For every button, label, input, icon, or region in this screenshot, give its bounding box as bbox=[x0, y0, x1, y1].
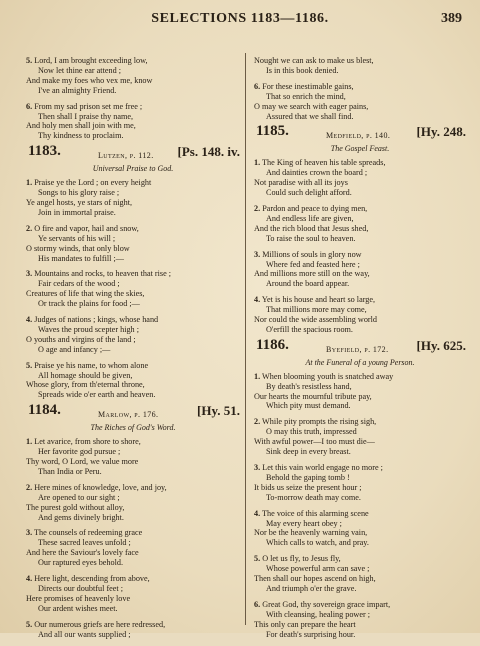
verse-line bbox=[26, 325, 240, 335]
verse-line bbox=[254, 493, 466, 503]
verse-text: Praise ye his name, to whom alone bbox=[34, 360, 149, 370]
verse-text: Her favorite god pursue ; bbox=[38, 447, 121, 457]
verse-line bbox=[26, 198, 240, 208]
stanza bbox=[254, 509, 466, 549]
verse-line bbox=[26, 528, 240, 538]
stanza-number: 4. bbox=[26, 315, 33, 325]
verse-text: Behold the gaping tomb ! bbox=[266, 472, 350, 482]
verse-line bbox=[254, 158, 466, 168]
verse-text: Then shall I praise thy name, bbox=[38, 111, 134, 121]
verse-text: Nor be the heavenly warning vain, bbox=[254, 528, 368, 538]
hymn-stanzas bbox=[26, 178, 240, 400]
verse-text: Nought we can ask to make us blest, bbox=[254, 56, 374, 65]
stanza bbox=[26, 574, 240, 614]
verse-line bbox=[254, 473, 466, 483]
verse-text: Sink deep in every breast. bbox=[266, 447, 351, 457]
verse-text: Whose glory, from th'eternal throne, bbox=[26, 380, 145, 390]
stanza bbox=[26, 269, 240, 309]
verse-line bbox=[254, 528, 466, 538]
verse-line bbox=[26, 178, 240, 188]
verse-line bbox=[26, 620, 240, 630]
verse-line bbox=[26, 604, 240, 614]
stanza-number: 5. bbox=[254, 554, 261, 564]
verse-text: Creatures of life that wing the skies, bbox=[26, 289, 145, 299]
verse-text: Fair cedars of the wood ; bbox=[38, 279, 120, 289]
verse-text: May every heart obey ; bbox=[266, 518, 342, 528]
verse-line bbox=[26, 483, 240, 493]
stanza bbox=[254, 600, 466, 640]
verse-line bbox=[254, 509, 466, 519]
hymn-1183 bbox=[26, 143, 240, 400]
verse-line bbox=[26, 390, 240, 400]
stanza-number: 1. bbox=[254, 371, 261, 381]
verse-text: Lord, I am brought exceeding low, bbox=[34, 56, 148, 65]
verse-line bbox=[26, 224, 240, 234]
verse-line bbox=[254, 295, 466, 305]
hymn-heading bbox=[26, 402, 240, 422]
stanza-number: 6. bbox=[26, 101, 33, 111]
stanza-number: 4. bbox=[26, 574, 33, 584]
verse-line bbox=[254, 392, 466, 402]
verse-line bbox=[26, 361, 240, 371]
verse-line bbox=[26, 335, 240, 345]
stanza-number: 3. bbox=[26, 269, 33, 279]
verse-text: Our raptured eyes behold. bbox=[38, 558, 124, 568]
stanza bbox=[254, 417, 466, 457]
verse-line bbox=[26, 594, 240, 604]
verse-text: O stormy winds, that only blow bbox=[26, 243, 130, 253]
verse-line bbox=[254, 112, 466, 122]
verse-line bbox=[254, 437, 466, 447]
verse-line bbox=[254, 204, 466, 214]
verse-line bbox=[26, 538, 240, 548]
verse-line bbox=[254, 519, 466, 529]
verse-text: And triumph o'er the grave. bbox=[266, 583, 357, 593]
verse-text: His mandates to fulfill ;— bbox=[38, 253, 124, 263]
stanza-number: 1. bbox=[26, 178, 33, 188]
tune-reference: Lutzen, p. 112. bbox=[98, 151, 154, 161]
verse-line bbox=[254, 447, 466, 457]
verse-line bbox=[26, 244, 240, 254]
verse-line bbox=[26, 457, 240, 467]
verse-line bbox=[26, 254, 240, 264]
stanza bbox=[254, 56, 466, 76]
verse-line bbox=[254, 483, 466, 493]
verse-line bbox=[26, 380, 240, 390]
verse-line bbox=[254, 92, 466, 102]
stanza-number: 5. bbox=[26, 56, 33, 65]
verse-line bbox=[26, 503, 240, 513]
verse-text: These sacred leaves unfold ; bbox=[38, 538, 131, 548]
verse-line bbox=[254, 620, 466, 630]
verse-line bbox=[254, 325, 466, 335]
stanza bbox=[26, 483, 240, 523]
verse-text: Praise ye the Lord ; on every height bbox=[34, 178, 152, 188]
hymn-number: 1183. bbox=[28, 143, 61, 160]
tune-reference: Byefield, p. 172. bbox=[326, 344, 389, 354]
verse-text: Whose powerful arm can save ; bbox=[266, 564, 370, 574]
verse-line bbox=[26, 493, 240, 503]
verse-line bbox=[26, 208, 240, 218]
verse-text: Could such delight afford. bbox=[266, 188, 352, 198]
verse-text: Join in immortal praise. bbox=[38, 207, 116, 217]
tune-reference: Medfield, p. 140. bbox=[326, 131, 391, 141]
hymn-reference: [Hy. 248. bbox=[416, 124, 466, 140]
verse-line bbox=[26, 467, 240, 477]
verse-line bbox=[26, 131, 240, 141]
stanza bbox=[254, 372, 466, 412]
column-divider bbox=[245, 53, 246, 625]
verse-line bbox=[26, 289, 240, 299]
verse-line bbox=[26, 269, 240, 279]
verse-text: And all our wants supplied ; bbox=[38, 629, 131, 639]
hymn-number: 1185. bbox=[256, 123, 289, 140]
verse-text: All homage should be given, bbox=[38, 370, 133, 380]
verse-text: And holy men shall join with me, bbox=[26, 121, 136, 131]
stanza-number: 1. bbox=[26, 437, 33, 447]
verse-line bbox=[254, 315, 466, 325]
verse-text: Yet is his house and heart so large, bbox=[261, 295, 376, 305]
verse-text: Or track the plains for food ;— bbox=[38, 299, 140, 309]
stanza-number: 2. bbox=[26, 482, 33, 492]
stanza bbox=[254, 204, 466, 244]
verse-line bbox=[254, 564, 466, 574]
verse-line bbox=[26, 121, 240, 131]
hymn-heading bbox=[26, 143, 240, 163]
verse-text: For death's surprising hour. bbox=[266, 629, 356, 639]
stanza-number: 3. bbox=[254, 249, 261, 259]
hymn-1184 bbox=[26, 402, 240, 639]
verse-line bbox=[254, 214, 466, 224]
stanza bbox=[26, 620, 240, 640]
verse-text: Now let thine ear attend ; bbox=[38, 65, 121, 75]
verse-text: That millions more may come, bbox=[266, 305, 367, 315]
verse-line bbox=[254, 234, 466, 244]
verse-line bbox=[26, 315, 240, 325]
verse-text: And dainties crown the board ; bbox=[266, 168, 368, 178]
verse-text: Where fed and feasted here ; bbox=[266, 259, 360, 269]
page-header bbox=[0, 9, 480, 29]
tune-reference: Marlow, p. 176. bbox=[98, 410, 159, 420]
verse-text: Which pity must demand. bbox=[266, 401, 351, 411]
stanza bbox=[254, 295, 466, 335]
verse-line bbox=[254, 260, 466, 270]
stanza-number: 5. bbox=[26, 619, 33, 629]
verse-line bbox=[254, 56, 466, 66]
verse-line bbox=[254, 401, 466, 411]
verse-text: Ye servants of his will ; bbox=[38, 233, 116, 243]
hymn-subtitle: The Riches of God's Word. bbox=[90, 423, 176, 433]
verse-line bbox=[26, 513, 240, 523]
hymn-1185 bbox=[254, 123, 466, 334]
verse-line bbox=[26, 558, 240, 568]
verse-text: Is in this book denied. bbox=[266, 65, 339, 75]
verse-text: The purest gold without alloy, bbox=[26, 502, 125, 512]
hymn-stanzas bbox=[254, 372, 466, 640]
verse-text: I've an almighty Friend. bbox=[38, 85, 117, 95]
verse-text: Here light, descending from above, bbox=[34, 574, 150, 584]
hymn-heading bbox=[254, 123, 466, 143]
verse-text: Here mines of knowledge, love, and joy, bbox=[34, 482, 167, 492]
stanza-number: 6. bbox=[254, 81, 261, 91]
hymn-stanzas bbox=[26, 437, 240, 639]
verse-line bbox=[254, 168, 466, 178]
verse-line bbox=[26, 102, 240, 112]
verse-text: Millions of souls in glory now bbox=[262, 249, 362, 259]
verse-line bbox=[26, 437, 240, 447]
verse-text: O youths and virgins of the land ; bbox=[26, 334, 136, 344]
verse-text: Let this vain world engage no more ; bbox=[262, 463, 383, 472]
verse-text: Than India or Peru. bbox=[38, 466, 102, 476]
verse-text: And gems divinely bright. bbox=[38, 512, 124, 522]
verse-text: Directs our doubtful feet ; bbox=[38, 583, 124, 593]
verse-line bbox=[26, 279, 240, 289]
verse-line bbox=[26, 66, 240, 76]
verse-line bbox=[26, 447, 240, 457]
running-title: SELECTIONS 1183—1186. bbox=[151, 11, 329, 26]
verse-line bbox=[254, 305, 466, 315]
verse-line bbox=[254, 279, 466, 289]
verse-text: To raise the soul to heaven. bbox=[266, 233, 356, 243]
hymn-subtitle: At the Funeral of a young Person. bbox=[305, 357, 415, 367]
verse-text: Thy word, O Lord, we value more bbox=[26, 457, 139, 466]
continued-hymn bbox=[26, 56, 240, 141]
verse-line bbox=[26, 574, 240, 584]
hymn-stanzas bbox=[254, 158, 466, 335]
verse-text: To-morrow death may come. bbox=[266, 492, 361, 502]
verse-text: Judges of nations ; kings, whose hand bbox=[34, 315, 159, 325]
verse-line bbox=[26, 112, 240, 122]
stanza-number: 2. bbox=[254, 417, 261, 427]
verse-text: Our ardent wishes meet. bbox=[38, 603, 118, 613]
stanza bbox=[26, 224, 240, 264]
verse-text: Around the board appear. bbox=[266, 279, 350, 289]
stanza bbox=[254, 463, 466, 503]
verse-text: The counsels of redeeming grace bbox=[34, 528, 143, 538]
verse-text: O'erfill the spacious room. bbox=[266, 324, 353, 334]
verse-text: From my sad prison set me free ; bbox=[34, 101, 143, 111]
verse-line bbox=[254, 554, 466, 564]
verse-text: Let avarice, from shore to shore, bbox=[34, 437, 141, 447]
stanza-number: 3. bbox=[254, 463, 261, 472]
verse-text: And endless life are given, bbox=[266, 213, 354, 223]
verse-line bbox=[254, 250, 466, 260]
verse-text: Then shall our hopes ascend on high, bbox=[254, 574, 376, 584]
stanza bbox=[26, 102, 240, 142]
verse-text: The King of heaven his table spreads, bbox=[262, 158, 386, 168]
page-number: 389 bbox=[441, 11, 462, 26]
verse-text: Thy kindness to proclaim. bbox=[38, 131, 124, 141]
verse-line bbox=[254, 382, 466, 392]
verse-text: Spreads wide o'er earth and heaven. bbox=[38, 390, 156, 400]
verse-text: Here promises of heavenly love bbox=[26, 593, 131, 603]
verse-text: By death's resistless hand, bbox=[266, 381, 352, 391]
verse-line bbox=[254, 574, 466, 584]
stanza-number: 4. bbox=[254, 508, 261, 518]
stanza bbox=[26, 528, 240, 568]
verse-text: Mountains and rocks, to heaven that rise ; bbox=[34, 269, 172, 279]
verse-line bbox=[254, 188, 466, 198]
verse-line bbox=[26, 630, 240, 640]
verse-text: That so enrich the mind, bbox=[266, 91, 346, 101]
verse-text: And the rich blood that Jesus shed, bbox=[254, 223, 369, 233]
verse-text: Not paradise with all its joys bbox=[254, 178, 348, 188]
verse-text: Songs to his glory raise ; bbox=[38, 188, 120, 198]
verse-text: O age and infancy ;— bbox=[38, 344, 111, 354]
stanza bbox=[26, 178, 240, 218]
verse-line bbox=[254, 463, 466, 473]
verse-text: O let us fly, to Jesus fly, bbox=[262, 554, 341, 564]
hymn-1186 bbox=[254, 336, 466, 640]
verse-line bbox=[26, 345, 240, 355]
stanza bbox=[254, 158, 466, 198]
stanza-number: 2. bbox=[254, 203, 261, 213]
hymn-reference: [Hy. 625. bbox=[416, 337, 466, 353]
verse-text: With awful power—I too must die— bbox=[254, 437, 375, 447]
stanza bbox=[254, 554, 466, 594]
verse-line bbox=[254, 102, 466, 112]
verse-line bbox=[254, 417, 466, 427]
verse-text: For these inestimable gains, bbox=[262, 81, 354, 91]
stanza bbox=[26, 437, 240, 477]
hymn-number: 1184. bbox=[28, 402, 61, 419]
verse-line bbox=[26, 299, 240, 309]
hymn-heading bbox=[254, 336, 466, 357]
stanza bbox=[26, 56, 240, 96]
stanza-number: 6. bbox=[254, 599, 261, 609]
verse-text: Which calls to watch, and pray. bbox=[266, 538, 369, 548]
verse-text: Waves the proud scepter high ; bbox=[38, 324, 139, 334]
psalm-reference: [Ps. 148. iv. bbox=[177, 144, 240, 160]
verse-line bbox=[254, 372, 466, 382]
stanza bbox=[254, 82, 466, 122]
stanza bbox=[26, 315, 240, 355]
verse-text: The voice of this alarming scene bbox=[262, 508, 369, 518]
verse-line bbox=[254, 224, 466, 234]
verse-line bbox=[26, 56, 240, 66]
verse-text: O fire and vapor, hail and snow, bbox=[34, 223, 139, 233]
verse-text: Our numerous griefs are here redressed, bbox=[34, 619, 166, 629]
verse-line bbox=[26, 584, 240, 594]
verse-text: O may this truth, impressed bbox=[266, 427, 357, 437]
verse-line bbox=[254, 600, 466, 610]
verse-line bbox=[254, 427, 466, 437]
verse-line bbox=[254, 584, 466, 594]
verse-line bbox=[26, 76, 240, 86]
verse-text: And millions more still on the way, bbox=[254, 269, 370, 279]
verse-text: Nor could the wide assembling world bbox=[254, 315, 378, 325]
verse-text: And make my foes who vex me, know bbox=[26, 75, 153, 85]
verse-line bbox=[26, 371, 240, 381]
verse-text: Are opened to our sight ; bbox=[38, 492, 120, 502]
verse-text: While pity prompts the rising sigh, bbox=[262, 417, 377, 427]
verse-line bbox=[26, 86, 240, 96]
verse-text: And here the Saviour's lovely face bbox=[26, 548, 139, 558]
verse-text: Assured that we shall find. bbox=[266, 111, 354, 121]
verse-line bbox=[254, 269, 466, 279]
verse-line bbox=[254, 66, 466, 76]
verse-text: It bids us seize the present hour ; bbox=[254, 482, 362, 492]
left-column bbox=[26, 56, 240, 646]
stanza-number: 1. bbox=[254, 158, 261, 168]
verse-text: Our hearts the mournful tribute pay, bbox=[254, 391, 372, 401]
stanza bbox=[254, 250, 466, 290]
stanza-number: 3. bbox=[26, 528, 33, 538]
verse-line bbox=[254, 630, 466, 640]
verse-line bbox=[254, 178, 466, 188]
stanza-number: 5. bbox=[26, 360, 33, 370]
verse-line bbox=[26, 188, 240, 198]
verse-text: Pardon and peace to dying men, bbox=[262, 203, 368, 213]
verse-text: O may we search with eager pains, bbox=[254, 101, 369, 111]
hymn-number: 1186. bbox=[256, 336, 289, 353]
verse-text: Ye angel hosts, ye stars of night, bbox=[26, 197, 133, 207]
stanza bbox=[26, 361, 240, 401]
verse-text: Great God, thy sovereign grace impart, bbox=[262, 599, 391, 609]
right-column bbox=[254, 56, 466, 646]
stanza-number: 4. bbox=[254, 295, 261, 305]
verse-text: This only can prepare the heart bbox=[254, 619, 356, 629]
verse-text: When blooming youth is snatched away bbox=[262, 371, 394, 381]
verse-line bbox=[254, 82, 466, 92]
stanza-number: 2. bbox=[26, 223, 33, 233]
verse-line bbox=[26, 234, 240, 244]
hymn-subtitle: Universal Praise to God. bbox=[92, 164, 174, 174]
hymn-subtitle: The Gospel Feast. bbox=[330, 144, 390, 154]
verse-line bbox=[254, 538, 466, 548]
verse-text: With cleansing, healing power ; bbox=[266, 609, 371, 619]
hymn-reference: [Hy. 51. bbox=[197, 403, 240, 419]
continued-hymn bbox=[254, 56, 466, 121]
verse-line bbox=[254, 610, 466, 620]
verse-line bbox=[26, 548, 240, 558]
